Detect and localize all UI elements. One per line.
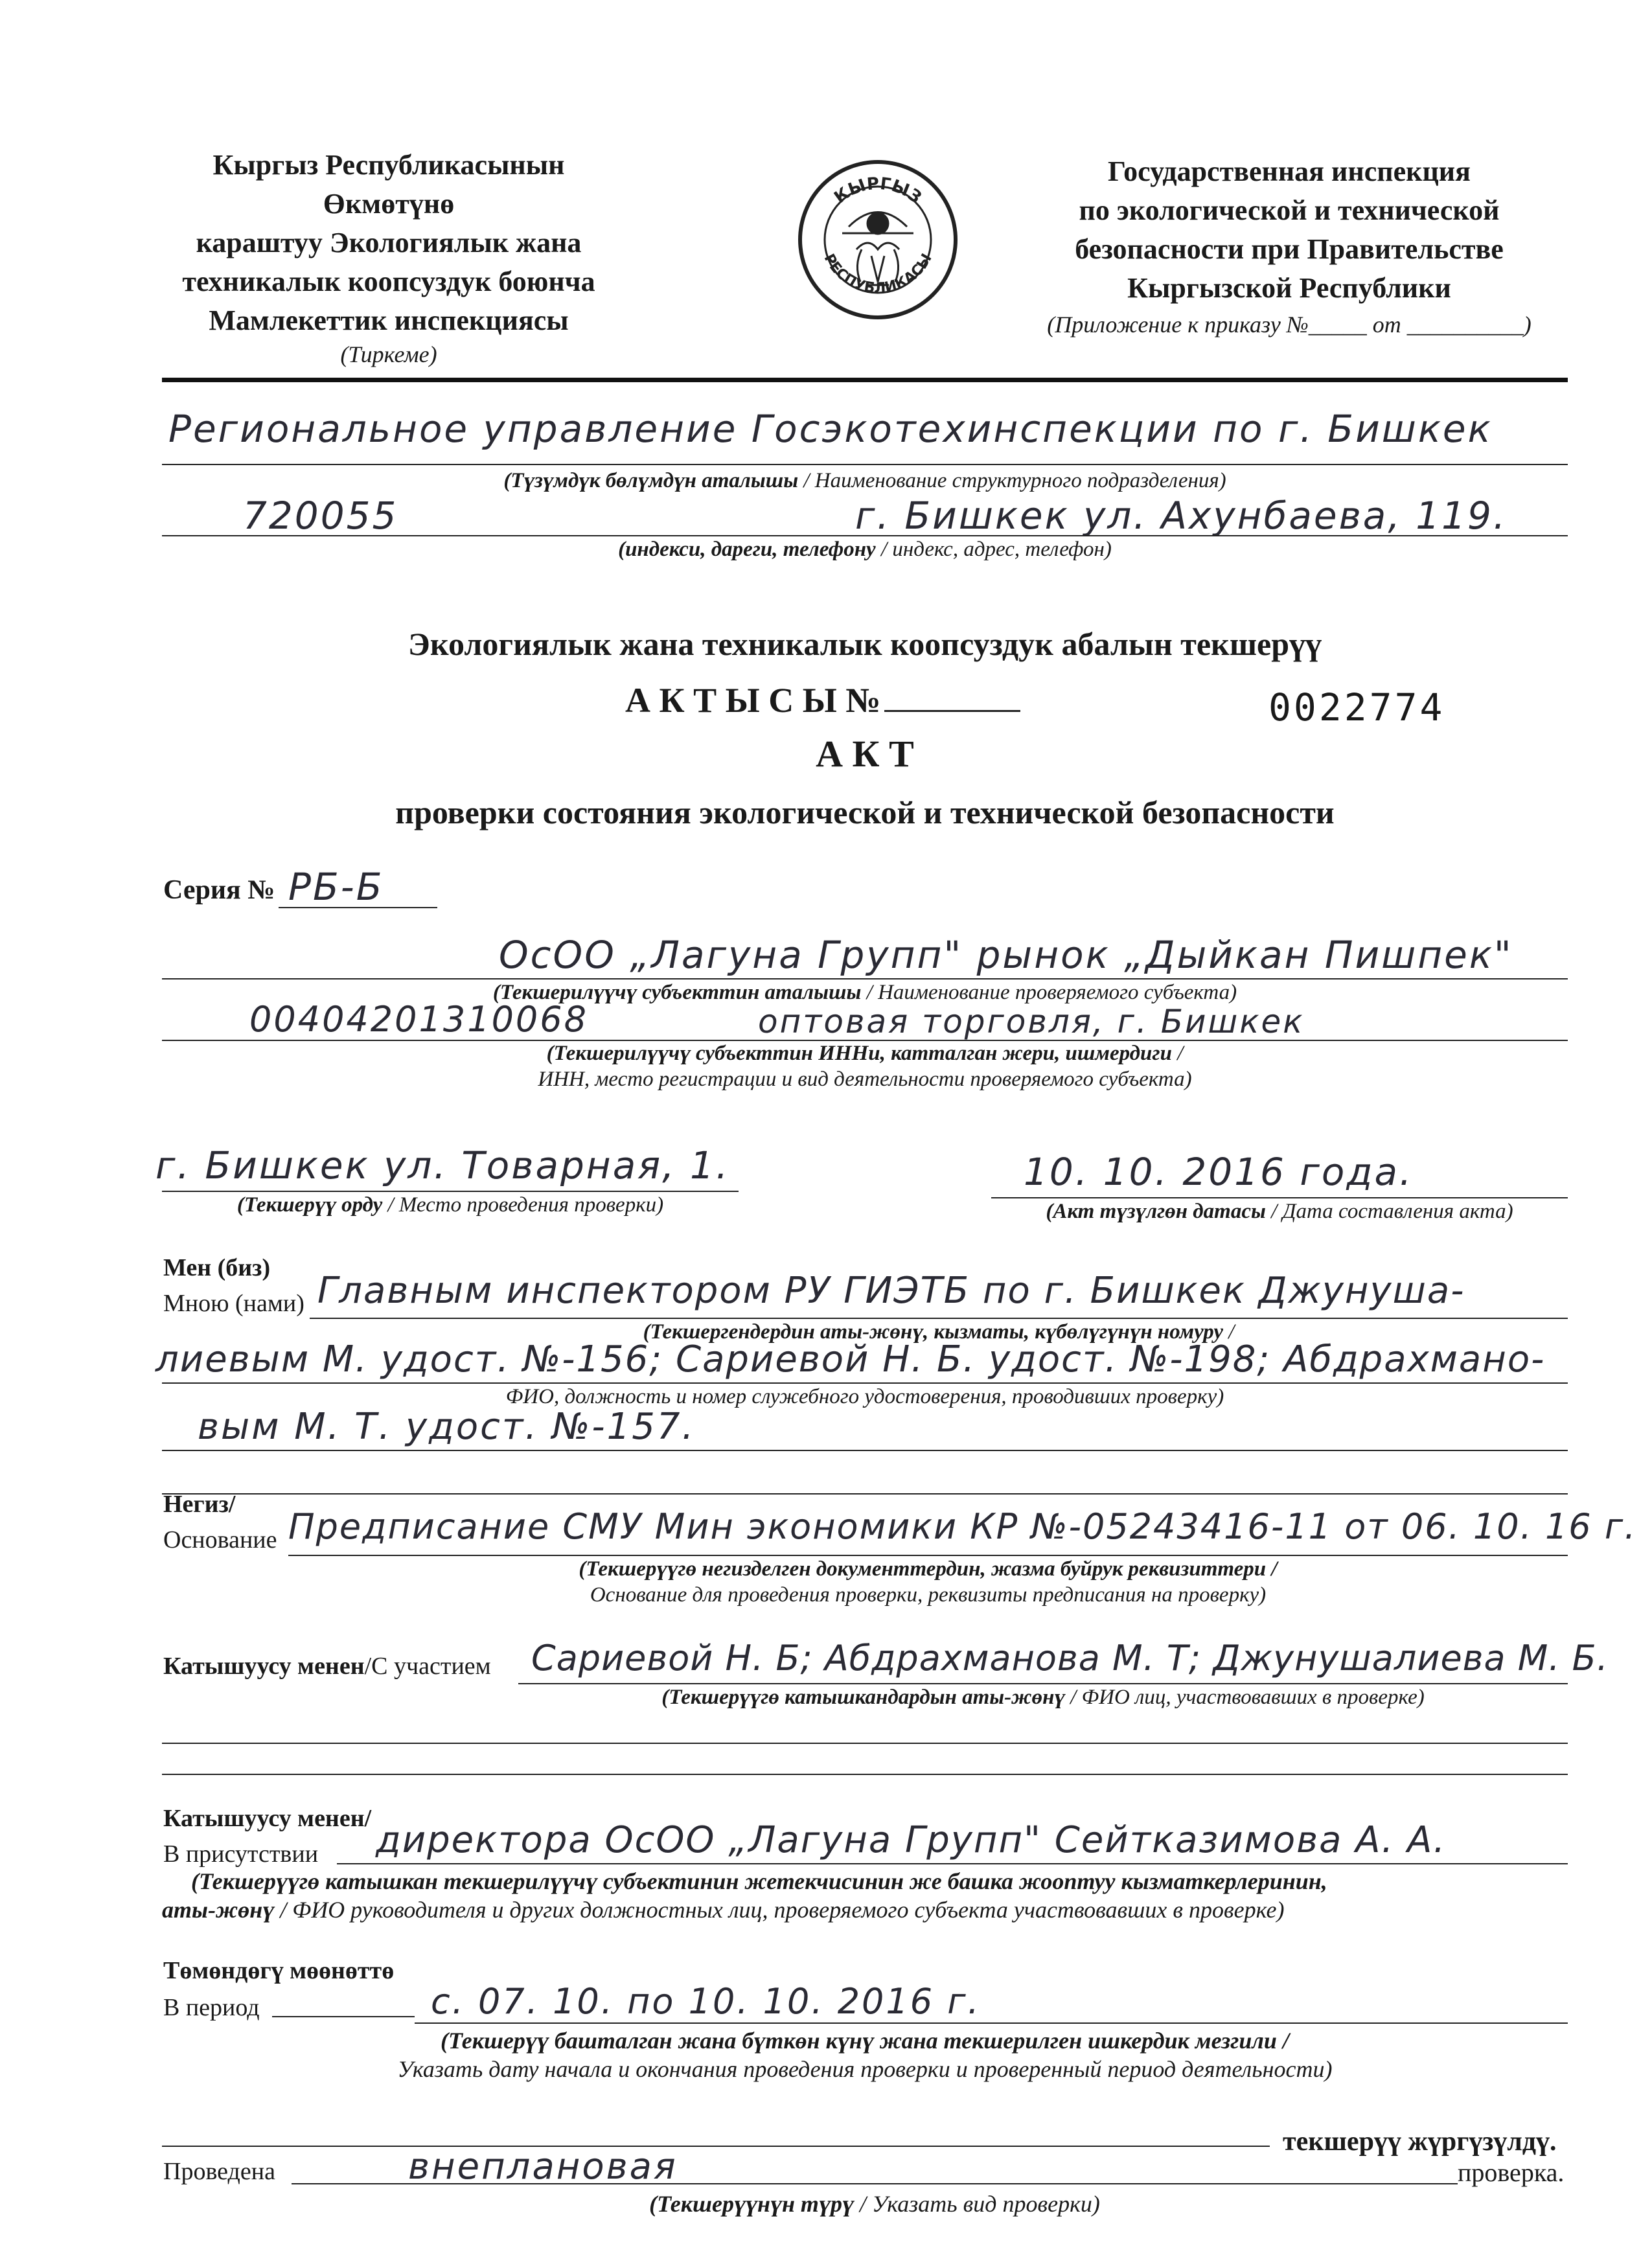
conducted-label: Проведена <box>163 2158 275 2185</box>
conducted-caption-ru: / Указать вид проверки) <box>853 2191 1100 2217</box>
conducted-suffix-kg: текшерүү жүргүзүлдү. <box>1283 2127 1557 2157</box>
inspectors-caption-ru: ФИО, должность и номер служебного удостоверения, проводивших проверку) <box>505 1385 1224 1408</box>
title-kg: Экологиялык жана техникалык коопсуздук абалын текшерүү <box>407 626 1322 662</box>
org-index-handwritten: 720055 <box>243 494 398 538</box>
period-underline <box>415 2022 1568 2024</box>
conducted-caption-kg: (Текшерүүнүн түрү <box>649 2191 854 2217</box>
subject-inn-caption-sep: / <box>1171 1042 1184 1065</box>
subject-name-caption-kg: (Текшерилүүчү субъекттин аталышы <box>492 981 862 1004</box>
inspectors-label-ru: Мною (нами) <box>163 1290 304 1317</box>
header-left-line-2: караштуу Экологиялык жана <box>196 227 582 258</box>
participants-underline-2 <box>162 1743 1568 1744</box>
period-label-ru: В период <box>163 1994 260 2021</box>
state-emblem-icon <box>797 152 959 327</box>
subject-inn-handwritten: 00404201310068 <box>249 999 588 1040</box>
inspectors-underline-3 <box>162 1450 1568 1451</box>
period-label-underline <box>272 2016 415 2017</box>
title-act-number-blank <box>884 682 1020 712</box>
svg-text:РЕСПУБЛИКАСЫ <box>821 251 935 297</box>
participants-label-ru: /С участием <box>364 1653 491 1680</box>
period-caption-kg: (Текшерүү башталган жана бүткөн күнү жана текшерилген ишкердик мезгили / <box>441 2028 1289 2054</box>
presence-caption-ru: / ФИО руководителя и других должностных лиц, проверяемого субъекта участвовавших в проверке) <box>274 1897 1285 1923</box>
inspectors-underline-4 <box>162 1493 1568 1495</box>
act-number: 0022774 <box>1268 685 1445 729</box>
presence-underline <box>337 1863 1568 1864</box>
period-label-kg: Төмөндөгү мөөнөттө <box>163 1957 395 1984</box>
header-left-line-4: Мамлекеттик инспекциясы <box>209 304 569 336</box>
series-underline <box>279 907 437 908</box>
place-caption-kg: (Текшерүү орду <box>236 1193 383 1217</box>
participants-underline-3 <box>162 1774 1568 1775</box>
date-caption-kg: (Акт түзүлгөн датасы <box>1046 1200 1266 1223</box>
date-caption-ru: / Дата составления акта) <box>1265 1200 1513 1223</box>
header-right-line-3: безопасности при Правительстве <box>1075 233 1504 265</box>
conducted-suffix-ru: проверка. <box>1458 2158 1565 2187</box>
subject-name-handwritten: ОсОО „Лагуна Групп" рынок „Дыйкан Пишпек" <box>499 933 1513 977</box>
basis-label-ru: Основание <box>163 1526 277 1553</box>
period-handwritten: с. 07. 10. по 10. 10. 2016 г. <box>431 1981 981 2022</box>
basis-handwritten: Предписание СМУ Мин экономики КР №-05243416-11 от 06. 10. 16 г. <box>288 1506 1637 1547</box>
subject-inn-caption-kg: (Текшерилүүчү субъекттин ИННи, катталган жери, ишмердиги <box>546 1042 1172 1065</box>
presence-handwritten: директора ОсОО „Лагуна Групп" Сейтказимова А. А. <box>376 1819 1447 1861</box>
title-act-number-prefix <box>625 680 1020 720</box>
participants-label <box>163 1652 491 1680</box>
conducted-underline <box>292 2183 1458 2184</box>
participants-handwritten: Сариевой Н. Б; Абдрахманова М. Т; Джунушалиева М. Б. <box>531 1638 1609 1678</box>
title-akt: А К Т <box>816 733 914 775</box>
header-right-block <box>1011 152 1568 341</box>
basis-label-kg: Негиз/ <box>163 1491 236 1518</box>
title-ru: проверки состояния экологической и технической безопасности <box>395 794 1335 830</box>
participants-caption-kg: (Текшерүүгө катышкандардын аты-жөнү <box>661 1686 1065 1709</box>
basis-caption-kg: (Текшерүүгө негизделген документтердин, жазма буйрук реквизиттери / <box>579 1557 1278 1581</box>
header-left-line-3: техникалык коопсуздук боюнча <box>182 266 595 297</box>
inspectors-caption-kg-text: (Текшергендердин аты-жөнү, кызматы, күбөлүгүнүн номуру <box>643 1320 1223 1344</box>
subject-activity-handwritten: оптовая торговля, г. Бишкек <box>758 1003 1305 1040</box>
org-address-caption-kg: (индекси, дареги, телефону <box>618 538 876 561</box>
participants-label-kg: Катышуусу менен <box>163 1653 365 1680</box>
header-right-note: (Приложение к приказу №_____ от __________) <box>1047 312 1532 338</box>
subject-inn-caption <box>162 1040 1568 1092</box>
header-left-block <box>149 146 628 369</box>
org-name-underline <box>162 464 1568 465</box>
emblem-text-bottom: РЕСПУБЛИКАСЫ <box>820 251 935 297</box>
presence-label-ru: В присутствии <box>163 1840 319 1868</box>
presence-label-kg: Катышуусу менен/ <box>163 1805 372 1832</box>
participants-caption <box>518 1684 1568 1710</box>
header-right-line-4: Кыргызской Республики <box>1127 272 1451 304</box>
inspectors-line-3: вым М. Т. удост. №-157. <box>198 1406 696 1448</box>
basis-caption <box>288 1556 1568 1608</box>
org-address-handwritten: г. Бишкек ул. Ахунбаева, 119. <box>855 494 1508 538</box>
title-act-prefix: А К Т Ы С Ы № <box>625 681 881 720</box>
conducted-underline-top <box>162 2146 1270 2147</box>
org-name-handwritten: Региональное управление Госэкотехинспекции по г. Бишкек <box>168 407 1493 451</box>
date-caption <box>991 1198 1568 1224</box>
place-caption <box>162 1192 739 1218</box>
org-address-caption <box>162 536 1568 562</box>
period-caption <box>162 2026 1568 2083</box>
conducted-handwritten: внеплановая <box>408 2146 678 2188</box>
place-caption-ru: / Место проведения проверки) <box>382 1193 664 1217</box>
org-name-caption-kg: (Түзүмдүк бөлүмдүн аталышы <box>503 469 799 492</box>
inspectors-line-1: Главным инспектором РУ ГИЭТБ по г. Бишкек Джунуша- <box>317 1270 1465 1312</box>
org-name-caption <box>162 468 1568 494</box>
presence-caption-kg2: аты-жөнү <box>162 1897 275 1923</box>
basis-caption-ru: Основание для проведения проверки, реквизиты предписания на проверку) <box>590 1583 1267 1607</box>
presence-caption <box>162 1867 1568 1924</box>
inspectors-caption-sep: / <box>1223 1320 1235 1344</box>
period-caption-ru: Указать дату начала и окончания проведения проверки и проверенный период деятельности) <box>397 2056 1333 2082</box>
svg-text:КЫРГЫЗ <box>831 174 925 208</box>
org-name-caption-ru: / Наименование структурного подразделения) <box>798 469 1226 492</box>
series-label: Серия № <box>163 875 275 905</box>
participants-caption-ru: / ФИО лиц, участвовавших в проверке) <box>1064 1686 1425 1709</box>
series-value: РБ-Б <box>288 865 384 909</box>
inspectors-line-2: лиевым М. удост. №-156; Сариевой Н. Б. удост. №-198; Абдрахмано- <box>155 1338 1546 1380</box>
header-right-line-1: Государственная инспекция <box>1108 155 1471 187</box>
header-left-note: (Тиркеме) <box>340 341 437 367</box>
subject-inn-caption-ru: ИНН, место регистрации и вид деятельности проверяемого субъекта) <box>538 1068 1192 1091</box>
place-handwritten: г. Бишкек ул. Товарная, 1. <box>155 1143 730 1187</box>
date-handwritten: 10. 10. 2016 года. <box>1024 1150 1414 1194</box>
org-address-caption-ru: / индекс, адрес, телефон) <box>875 538 1112 561</box>
subject-name-caption-ru: / Наименование проверяемого субъекта) <box>861 981 1237 1004</box>
header-left-line-1: Кыргыз Республикасынын Өкмөтүнө <box>212 149 565 220</box>
conducted-caption <box>292 2191 1458 2217</box>
header-divider <box>162 378 1568 382</box>
presence-caption-kg1: (Текшерүүгө катышкан текшерилүүчү субъектинин жетекчисинин же башка жооптуу кызматкерлеринин, <box>191 1868 1327 1894</box>
inspectors-label-kg: Мен (биз) <box>163 1254 271 1281</box>
emblem-text-top: КЫРГЫЗ <box>831 174 925 208</box>
header-right-line-2: по экологической и технической <box>1079 194 1500 226</box>
